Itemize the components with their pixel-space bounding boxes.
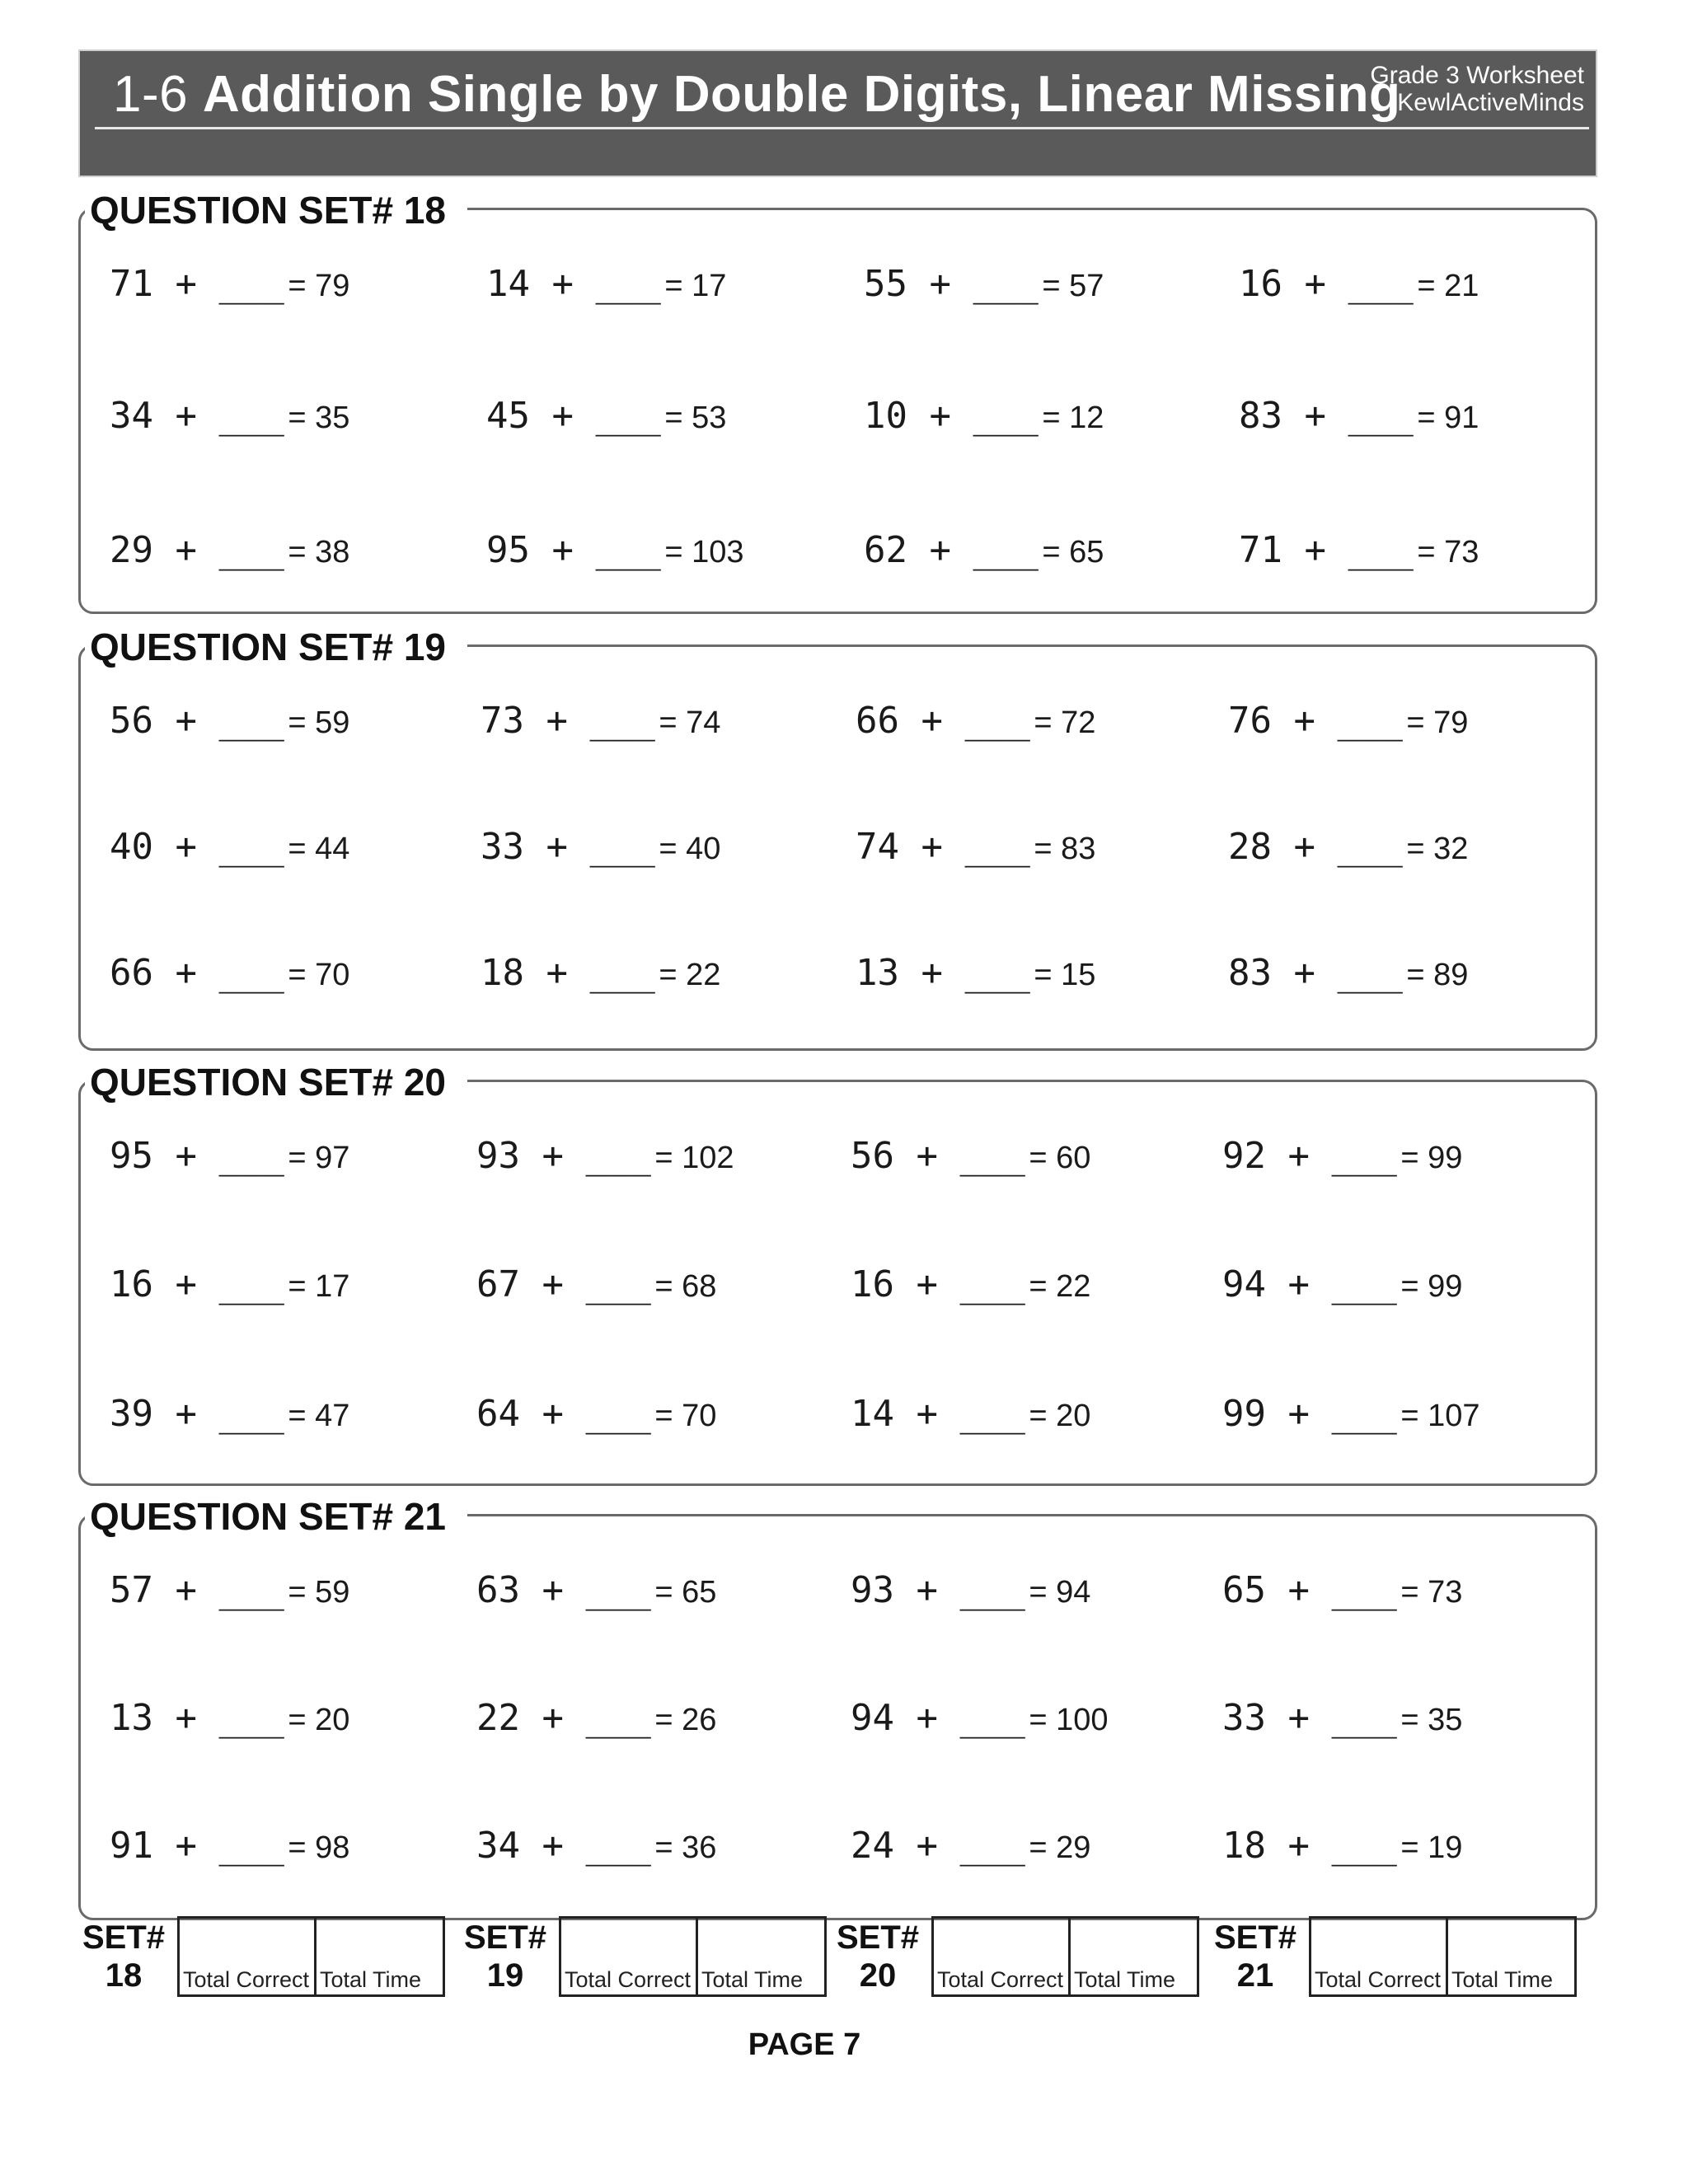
- total-time-cell[interactable]: [316, 1919, 443, 1994]
- total-time-label: Total Time: [320, 1967, 422, 1992]
- addition-problem: [856, 953, 1095, 1002]
- addition-problem: [851, 1698, 1109, 1747]
- question-set: [78, 1496, 1597, 1920]
- problem-expression: 64 + ___: [476, 1393, 651, 1435]
- addition-problem: [851, 1264, 1090, 1314]
- problem-expression: 34 + ___: [110, 395, 284, 437]
- problem-result: = 36: [654, 1830, 717, 1865]
- brand-label: KewlActiveMinds: [1397, 89, 1584, 116]
- problem-expression: 14 + ___: [486, 263, 661, 305]
- footer-set-prefix: SET#: [463, 1919, 547, 1956]
- problem-expression: 66 + ___: [110, 952, 284, 994]
- total-time-label: Total Time: [1451, 1967, 1554, 1992]
- question-set-label: QUESTION SET# 21: [85, 1496, 467, 1537]
- footer-set-label: [832, 1919, 923, 1994]
- addition-problem: [864, 396, 1104, 445]
- footer-set-label: [78, 1919, 169, 1994]
- addition-problem: [856, 701, 1095, 750]
- total-correct-cell[interactable]: [1311, 1919, 1448, 1994]
- addition-problem: [1222, 1264, 1462, 1314]
- problem-expression: 93 + ___: [476, 1135, 651, 1177]
- problem-expression: 99 + ___: [1222, 1393, 1397, 1435]
- addition-problem: [1228, 953, 1468, 1002]
- grade-label: Grade 3 Worksheet: [1370, 62, 1584, 89]
- addition-problem: [1222, 1136, 1462, 1185]
- problem-expression: 16 + ___: [851, 1263, 1025, 1305]
- addition-problem: [864, 264, 1104, 313]
- question-set-label: QUESTION SET# 18: [85, 190, 467, 231]
- total-time-label: Total Time: [1074, 1967, 1176, 1992]
- problem-expression: 94 + ___: [1222, 1263, 1397, 1305]
- problem-expression: 66 + ___: [856, 700, 1030, 742]
- footer-set-number: 19: [486, 1957, 524, 1994]
- problem-result: = 17: [664, 269, 727, 303]
- total-correct-cell[interactable]: [180, 1919, 316, 1994]
- problem-result: = 22: [659, 958, 721, 992]
- addition-problem: [110, 1570, 349, 1619]
- problem-expression: 56 + ___: [851, 1135, 1025, 1177]
- problem-expression: 39 + ___: [110, 1393, 284, 1435]
- problem-result: = 102: [654, 1141, 734, 1175]
- problem-expression: 18 + ___: [481, 952, 655, 994]
- problem-expression: 95 + ___: [486, 529, 661, 571]
- problem-result: = 83: [1034, 832, 1096, 866]
- problem-result: = 59: [288, 705, 350, 740]
- problem-result: = 15: [1034, 958, 1096, 992]
- problem-expression: 29 + ___: [110, 529, 284, 571]
- addition-problem: [1239, 264, 1479, 313]
- problem-result: = 29: [1029, 1830, 1091, 1865]
- addition-problem: [851, 1136, 1090, 1185]
- problem-result: = 35: [288, 401, 350, 435]
- problem-result: = 60: [1029, 1141, 1091, 1175]
- addition-problem: [110, 827, 349, 876]
- problem-expression: 62 + ___: [864, 529, 1039, 571]
- problem-result: = 97: [288, 1141, 350, 1175]
- addition-problem: [110, 1394, 349, 1443]
- addition-problem: [1239, 530, 1479, 579]
- problem-expression: 34 + ___: [476, 1825, 651, 1867]
- total-time-cell[interactable]: [1071, 1919, 1197, 1994]
- addition-problem: [481, 953, 720, 1002]
- problem-expression: 92 + ___: [1222, 1135, 1397, 1177]
- problem-result: = 79: [288, 269, 350, 303]
- problem-expression: 24 + ___: [851, 1825, 1025, 1867]
- addition-problem: [110, 1136, 349, 1185]
- addition-problem: [110, 396, 349, 445]
- problem-result: = 47: [288, 1399, 350, 1433]
- problem-result: = 44: [288, 832, 350, 866]
- problem-result: = 68: [654, 1269, 717, 1304]
- footer-set-number: 18: [105, 1957, 143, 1994]
- problem-result: = 21: [1417, 269, 1479, 303]
- problem-result: = 40: [659, 832, 721, 866]
- addition-problem: [486, 530, 744, 579]
- problem-expression: 33 + ___: [1222, 1697, 1397, 1739]
- problem-result: = 99: [1400, 1141, 1463, 1175]
- total-correct-label: Total Correct: [565, 1967, 692, 1992]
- problem-result: = 32: [1406, 832, 1469, 866]
- problem-result: = 22: [1029, 1269, 1091, 1304]
- problem-expression: 10 + ___: [864, 395, 1039, 437]
- footer-set-number: 21: [1236, 1957, 1274, 1994]
- problem-expression: 33 + ___: [481, 826, 655, 868]
- total-time-label: Total Time: [701, 1967, 804, 1992]
- addition-problem: [476, 1825, 716, 1875]
- score-box: [931, 1916, 1199, 1997]
- addition-problem: [1228, 827, 1468, 876]
- problem-expression: 71 + ___: [1239, 529, 1414, 571]
- problem-result: = 100: [1029, 1703, 1109, 1737]
- problem-expression: 22 + ___: [476, 1697, 651, 1739]
- footer-set-label: [460, 1919, 551, 1994]
- problem-result: = 26: [654, 1703, 717, 1737]
- problem-result: = 94: [1029, 1575, 1091, 1610]
- footer-set-prefix: SET#: [836, 1919, 920, 1956]
- score-box: [559, 1916, 827, 1997]
- worksheet-title: [113, 65, 1400, 124]
- score-box: [1309, 1916, 1577, 1997]
- addition-problem: [1222, 1825, 1462, 1875]
- question-set: [78, 626, 1597, 1051]
- problem-result: = 20: [288, 1703, 350, 1737]
- addition-problem: [481, 701, 720, 750]
- header-rule: [95, 127, 1589, 129]
- addition-problem: [110, 530, 349, 579]
- problem-expression: 67 + ___: [476, 1263, 651, 1305]
- problem-result: = 103: [664, 535, 744, 569]
- problem-result: = 79: [1406, 705, 1469, 740]
- worksheet-meta: [1370, 62, 1584, 116]
- page-number: PAGE 7: [748, 2027, 861, 2062]
- problem-expression: 14 + ___: [851, 1393, 1025, 1435]
- addition-problem: [476, 1136, 734, 1185]
- problem-result: = 20: [1029, 1399, 1091, 1433]
- addition-problem: [1222, 1698, 1462, 1747]
- total-correct-label: Total Correct: [937, 1967, 1064, 1992]
- problem-expression: 56 + ___: [110, 700, 284, 742]
- addition-problem: [851, 1394, 1090, 1443]
- problem-expression: 93 + ___: [851, 1569, 1025, 1611]
- addition-problem: [851, 1570, 1090, 1619]
- problem-expression: 83 + ___: [1228, 952, 1403, 994]
- problem-result: = 70: [654, 1399, 717, 1433]
- problem-result: = 72: [1034, 705, 1096, 740]
- problem-expression: 16 + ___: [1239, 263, 1414, 305]
- problem-result: = 89: [1406, 958, 1469, 992]
- problem-result: = 59: [288, 1575, 350, 1610]
- problem-result: = 38: [288, 535, 350, 569]
- total-correct-cell[interactable]: [934, 1919, 1071, 1994]
- problem-expression: 28 + ___: [1228, 826, 1403, 868]
- addition-problem: [864, 530, 1104, 579]
- problem-expression: 83 + ___: [1239, 395, 1414, 437]
- addition-problem: [1239, 396, 1479, 445]
- addition-problem: [481, 827, 720, 876]
- addition-problem: [110, 264, 349, 313]
- question-set-label: QUESTION SET# 20: [85, 1062, 467, 1103]
- total-time-cell[interactable]: [698, 1919, 824, 1994]
- problem-result: = 53: [664, 401, 727, 435]
- addition-problem: [1228, 701, 1468, 750]
- problem-expression: 57 + ___: [110, 1569, 284, 1611]
- problem-result: = 65: [654, 1575, 717, 1610]
- footer-set-prefix: SET#: [82, 1919, 166, 1956]
- addition-problem: [851, 1825, 1090, 1875]
- problem-expression: 71 + ___: [110, 263, 284, 305]
- question-set-label: QUESTION SET# 19: [85, 626, 467, 668]
- addition-problem: [476, 1394, 716, 1443]
- problem-result: = 65: [1042, 535, 1104, 569]
- problem-result: = 35: [1400, 1703, 1463, 1737]
- addition-problem: [856, 827, 1095, 876]
- addition-problem: [1222, 1570, 1462, 1619]
- problem-result: = 19: [1400, 1830, 1463, 1865]
- problem-expression: 18 + ___: [1222, 1825, 1397, 1867]
- footer-set-label: [1210, 1919, 1301, 1994]
- problem-expression: 63 + ___: [476, 1569, 651, 1611]
- footer-set-number: 20: [859, 1957, 897, 1994]
- addition-problem: [110, 1698, 349, 1747]
- problem-result: = 99: [1400, 1269, 1463, 1304]
- total-correct-label: Total Correct: [183, 1967, 310, 1992]
- problem-result: = 91: [1417, 401, 1479, 435]
- problem-result: = 73: [1400, 1575, 1463, 1610]
- addition-problem: [476, 1570, 716, 1619]
- problem-expression: 55 + ___: [864, 263, 1039, 305]
- problem-result: = 17: [288, 1269, 350, 1304]
- worksheet-number: 1-6: [113, 66, 189, 123]
- addition-problem: [110, 1264, 349, 1314]
- addition-problem: [110, 1825, 349, 1875]
- question-set: [78, 190, 1597, 614]
- problem-result: = 57: [1042, 269, 1104, 303]
- addition-problem: [110, 953, 349, 1002]
- worksheet-title-text: Addition Single by Double Digits, Linear Missing: [202, 66, 1401, 123]
- problem-result: = 70: [288, 958, 350, 992]
- addition-problem: [476, 1264, 716, 1314]
- footer-set-prefix: SET#: [1213, 1919, 1297, 1956]
- problem-expression: 45 + ___: [486, 395, 661, 437]
- problem-result: = 74: [659, 705, 721, 740]
- problem-expression: 91 + ___: [110, 1825, 284, 1867]
- problem-expression: 94 + ___: [851, 1697, 1025, 1739]
- addition-problem: [486, 264, 726, 313]
- score-box: [177, 1916, 445, 1997]
- question-set: [78, 1062, 1597, 1486]
- problem-expression: 13 + ___: [110, 1697, 284, 1739]
- problem-expression: 65 + ___: [1222, 1569, 1397, 1611]
- problem-result: = 107: [1400, 1399, 1480, 1433]
- problem-expression: 16 + ___: [110, 1263, 284, 1305]
- addition-problem: [476, 1698, 716, 1747]
- worksheet-header: [78, 49, 1597, 177]
- total-correct-cell[interactable]: [561, 1919, 698, 1994]
- problem-expression: 40 + ___: [110, 826, 284, 868]
- problem-expression: 73 + ___: [481, 700, 655, 742]
- addition-problem: [486, 396, 726, 445]
- problem-expression: 13 + ___: [856, 952, 1030, 994]
- problem-result: = 12: [1042, 401, 1104, 435]
- problem-expression: 95 + ___: [110, 1135, 284, 1177]
- problem-expression: 76 + ___: [1228, 700, 1403, 742]
- total-time-cell[interactable]: [1448, 1919, 1574, 1994]
- problem-result: = 73: [1417, 535, 1479, 569]
- total-correct-label: Total Correct: [1315, 1967, 1442, 1992]
- addition-problem: [1222, 1394, 1480, 1443]
- addition-problem: [110, 701, 349, 750]
- problem-expression: 74 + ___: [856, 826, 1030, 868]
- problem-result: = 98: [288, 1830, 350, 1865]
